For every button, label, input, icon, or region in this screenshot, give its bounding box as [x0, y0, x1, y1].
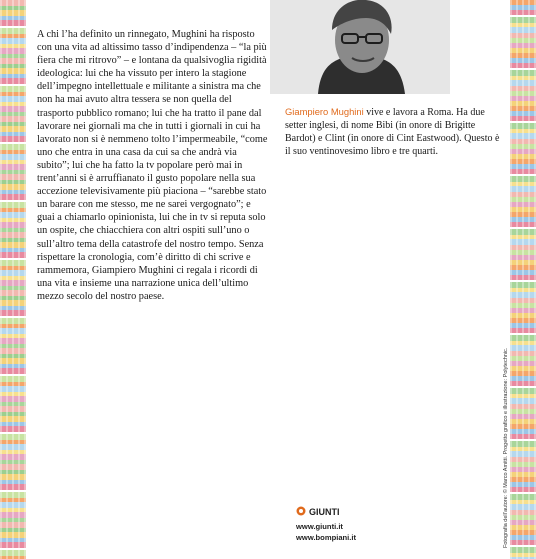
author-name: Giampiero Mughini [285, 106, 364, 117]
author-portrait [270, 0, 450, 94]
author-bio-text: vive e lavora a Roma. Ha due setter inglesi, di nome Bibi (in onore di Brigitte Bardot) e Clint (in onore di Cint Eastwood). Questo è il suo ventinovesimo libro e tre quarti. [285, 107, 500, 157]
author-bio [285, 105, 500, 158]
blurb-text: A chi l’ha definito un rinnegato, Mughini ha risposto con una vita ad altissimo tasso d’indipendenza – “la più fiera che mi ritrovo” – e lontana da qualsivoglia rigidità ideologica: lui che ha vissuto per intero la stagione dell’impegno intellettuale e militante a sinistra ma che non ha mai avuto altra tessera se non quella del trasporto pubblico romano; lui che ha tratto il pane dal lavorare nei giornali ma che in tutti i giornali in cui ha lavorato non si è nemmeno tolto l’impermeabile, “come uno che entra in una casa da cui sa che andrà via subito”; lui che ha fatto la tv popolare però mai in trent’anni si è arruffianato il gusto popolare nella sua accezione televisivamente più piaciona – “sarebbe stato un barare con me stesso, me ne sarei vergognato”; e guai a chiamarlo opinionista, lui che in tv si reputa solo un ospite, che chiacchiera con altri ospiti sull’uno o sull’altro tema della catastrofe del nostro tempo. Senza rispettare la cronologia, com’è diritto di chi scrive e rammemora, Giampiero Mughini ci regala i ricordi di una vita e insieme una narrazione unica dell’ultimo mezzo secolo del nostro paese. [37, 29, 268, 302]
publisher-url-giunti[interactable]: www.giunti.it [296, 522, 343, 531]
publisher-url-bompiani[interactable]: www.bompiani.it [296, 533, 357, 542]
publisher-mark-icon [296, 506, 306, 516]
photo-credits: Fotografia dell’autore: © Marco Amitti. Progetto grafico e illustrazione: Polytechnic. [503, 347, 509, 548]
decorative-stripe-right [510, 0, 536, 559]
publisher-logo [296, 506, 340, 517]
decorative-stripe-left [0, 0, 26, 559]
publisher-name: GIUNTI [309, 507, 340, 517]
